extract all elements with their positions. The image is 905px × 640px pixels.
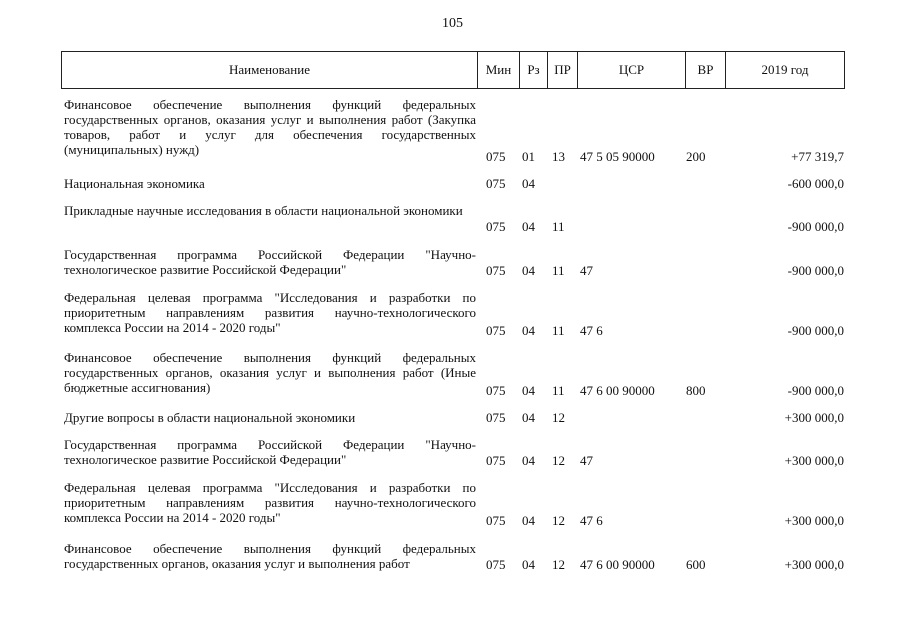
cell-min: 075 bbox=[486, 513, 506, 528]
cell-min: 075 bbox=[486, 149, 506, 164]
cell-vr: 800 bbox=[686, 383, 706, 398]
cell-pr: 11 bbox=[552, 219, 565, 234]
cell-min: 075 bbox=[486, 263, 506, 278]
cell-sum: -900 000,0 bbox=[787, 323, 844, 338]
header-csr: ЦСР bbox=[578, 52, 686, 88]
header-name: Наименование bbox=[62, 52, 478, 88]
cell-rz: 04 bbox=[522, 383, 535, 398]
cell-pr: 12 bbox=[552, 410, 565, 425]
row-name: Финансовое обеспечение выполнения функций федеральных государственных органов, оказания услуг и выполнения работ (Иные бюджетные ассигнования) bbox=[64, 350, 476, 395]
cell-csr: 47 bbox=[580, 263, 593, 278]
cell-min: 075 bbox=[486, 410, 506, 425]
row-name: Государственная программа Российской Федерации "Научно-технологическое развитие Российской Федерации" bbox=[64, 247, 476, 277]
row-name: Прикладные научные исследования в области национальной экономики bbox=[64, 203, 463, 218]
cell-csr: 47 6 bbox=[580, 323, 603, 338]
table-header bbox=[61, 51, 845, 89]
cell-pr: 11 bbox=[552, 263, 565, 278]
row-name: Финансовое обеспечение выполнения функций федеральных государственных органов, оказания услуг и выполнения работ (Закупка товаров, работ и услуг для обеспечения государственных (муниципальных) нужд) bbox=[64, 97, 476, 157]
cell-min: 075 bbox=[486, 453, 506, 468]
cell-vr: 200 bbox=[686, 149, 706, 164]
cell-rz: 04 bbox=[522, 323, 535, 338]
cell-min: 075 bbox=[486, 176, 506, 191]
row-name: Федеральная целевая программа "Исследования и разработки по приоритетным направлениям развития научно-технологического комплекса России на 2014 - 2020 годы" bbox=[64, 290, 476, 335]
cell-csr: 47 6 00 90000 bbox=[580, 383, 655, 398]
row-name: Государственная программа Российской Федерации "Научно-технологическое развитие Российской Федерации" bbox=[64, 437, 476, 467]
cell-vr: 600 bbox=[686, 557, 706, 572]
header-pr: ПР bbox=[548, 52, 578, 88]
cell-min: 075 bbox=[486, 383, 506, 398]
cell-sum: +300 000,0 bbox=[784, 453, 844, 468]
cell-sum: -900 000,0 bbox=[787, 219, 844, 234]
cell-rz: 04 bbox=[522, 557, 535, 572]
row-name: Финансовое обеспечение выполнения функций федеральных государственных органов, оказания услуг и выполнения работ bbox=[64, 541, 476, 571]
cell-csr: 47 6 00 90000 bbox=[580, 557, 655, 572]
cell-min: 075 bbox=[486, 557, 506, 572]
cell-sum: +300 000,0 bbox=[784, 513, 844, 528]
header-year: 2019 год bbox=[761, 62, 809, 77]
cell-pr: 12 bbox=[552, 557, 565, 572]
cell-sum: +300 000,0 bbox=[784, 410, 844, 425]
cell-pr: 12 bbox=[552, 453, 565, 468]
cell-rz: 04 bbox=[522, 453, 535, 468]
cell-csr: 47 6 bbox=[580, 513, 603, 528]
header-vr: ВР bbox=[686, 52, 726, 88]
cell-sum: -900 000,0 bbox=[787, 263, 844, 278]
row-name: Национальная экономика bbox=[64, 176, 205, 191]
row-name: Другие вопросы в области национальной экономики bbox=[64, 410, 356, 425]
cell-rz: 04 bbox=[522, 410, 535, 425]
header-min: Мин bbox=[478, 52, 520, 88]
cell-sum: +77 319,7 bbox=[791, 149, 844, 164]
cell-pr: 11 bbox=[552, 383, 565, 398]
cell-sum: +300 000,0 bbox=[784, 557, 844, 572]
cell-sum: -600 000,0 bbox=[787, 176, 844, 191]
cell-pr: 12 bbox=[552, 513, 565, 528]
cell-rz: 01 bbox=[522, 149, 535, 164]
cell-rz: 04 bbox=[522, 219, 535, 234]
page-number: 105 bbox=[442, 16, 463, 31]
header-rz: Рз bbox=[520, 52, 548, 88]
cell-csr: 47 bbox=[580, 453, 593, 468]
cell-csr: 47 5 05 90000 bbox=[580, 149, 655, 164]
cell-min: 075 bbox=[486, 219, 506, 234]
cell-min: 075 bbox=[486, 323, 506, 338]
cell-pr: 11 bbox=[552, 323, 565, 338]
row-name: Федеральная целевая программа "Исследования и разработки по приоритетным направлениям развития научно-технологического комплекса России на 2014 - 2020 годы" bbox=[64, 480, 476, 525]
cell-rz: 04 bbox=[522, 176, 535, 191]
cell-rz: 04 bbox=[522, 263, 535, 278]
cell-pr: 13 bbox=[552, 149, 565, 164]
cell-rz: 04 bbox=[522, 513, 535, 528]
cell-sum: -900 000,0 bbox=[787, 383, 844, 398]
